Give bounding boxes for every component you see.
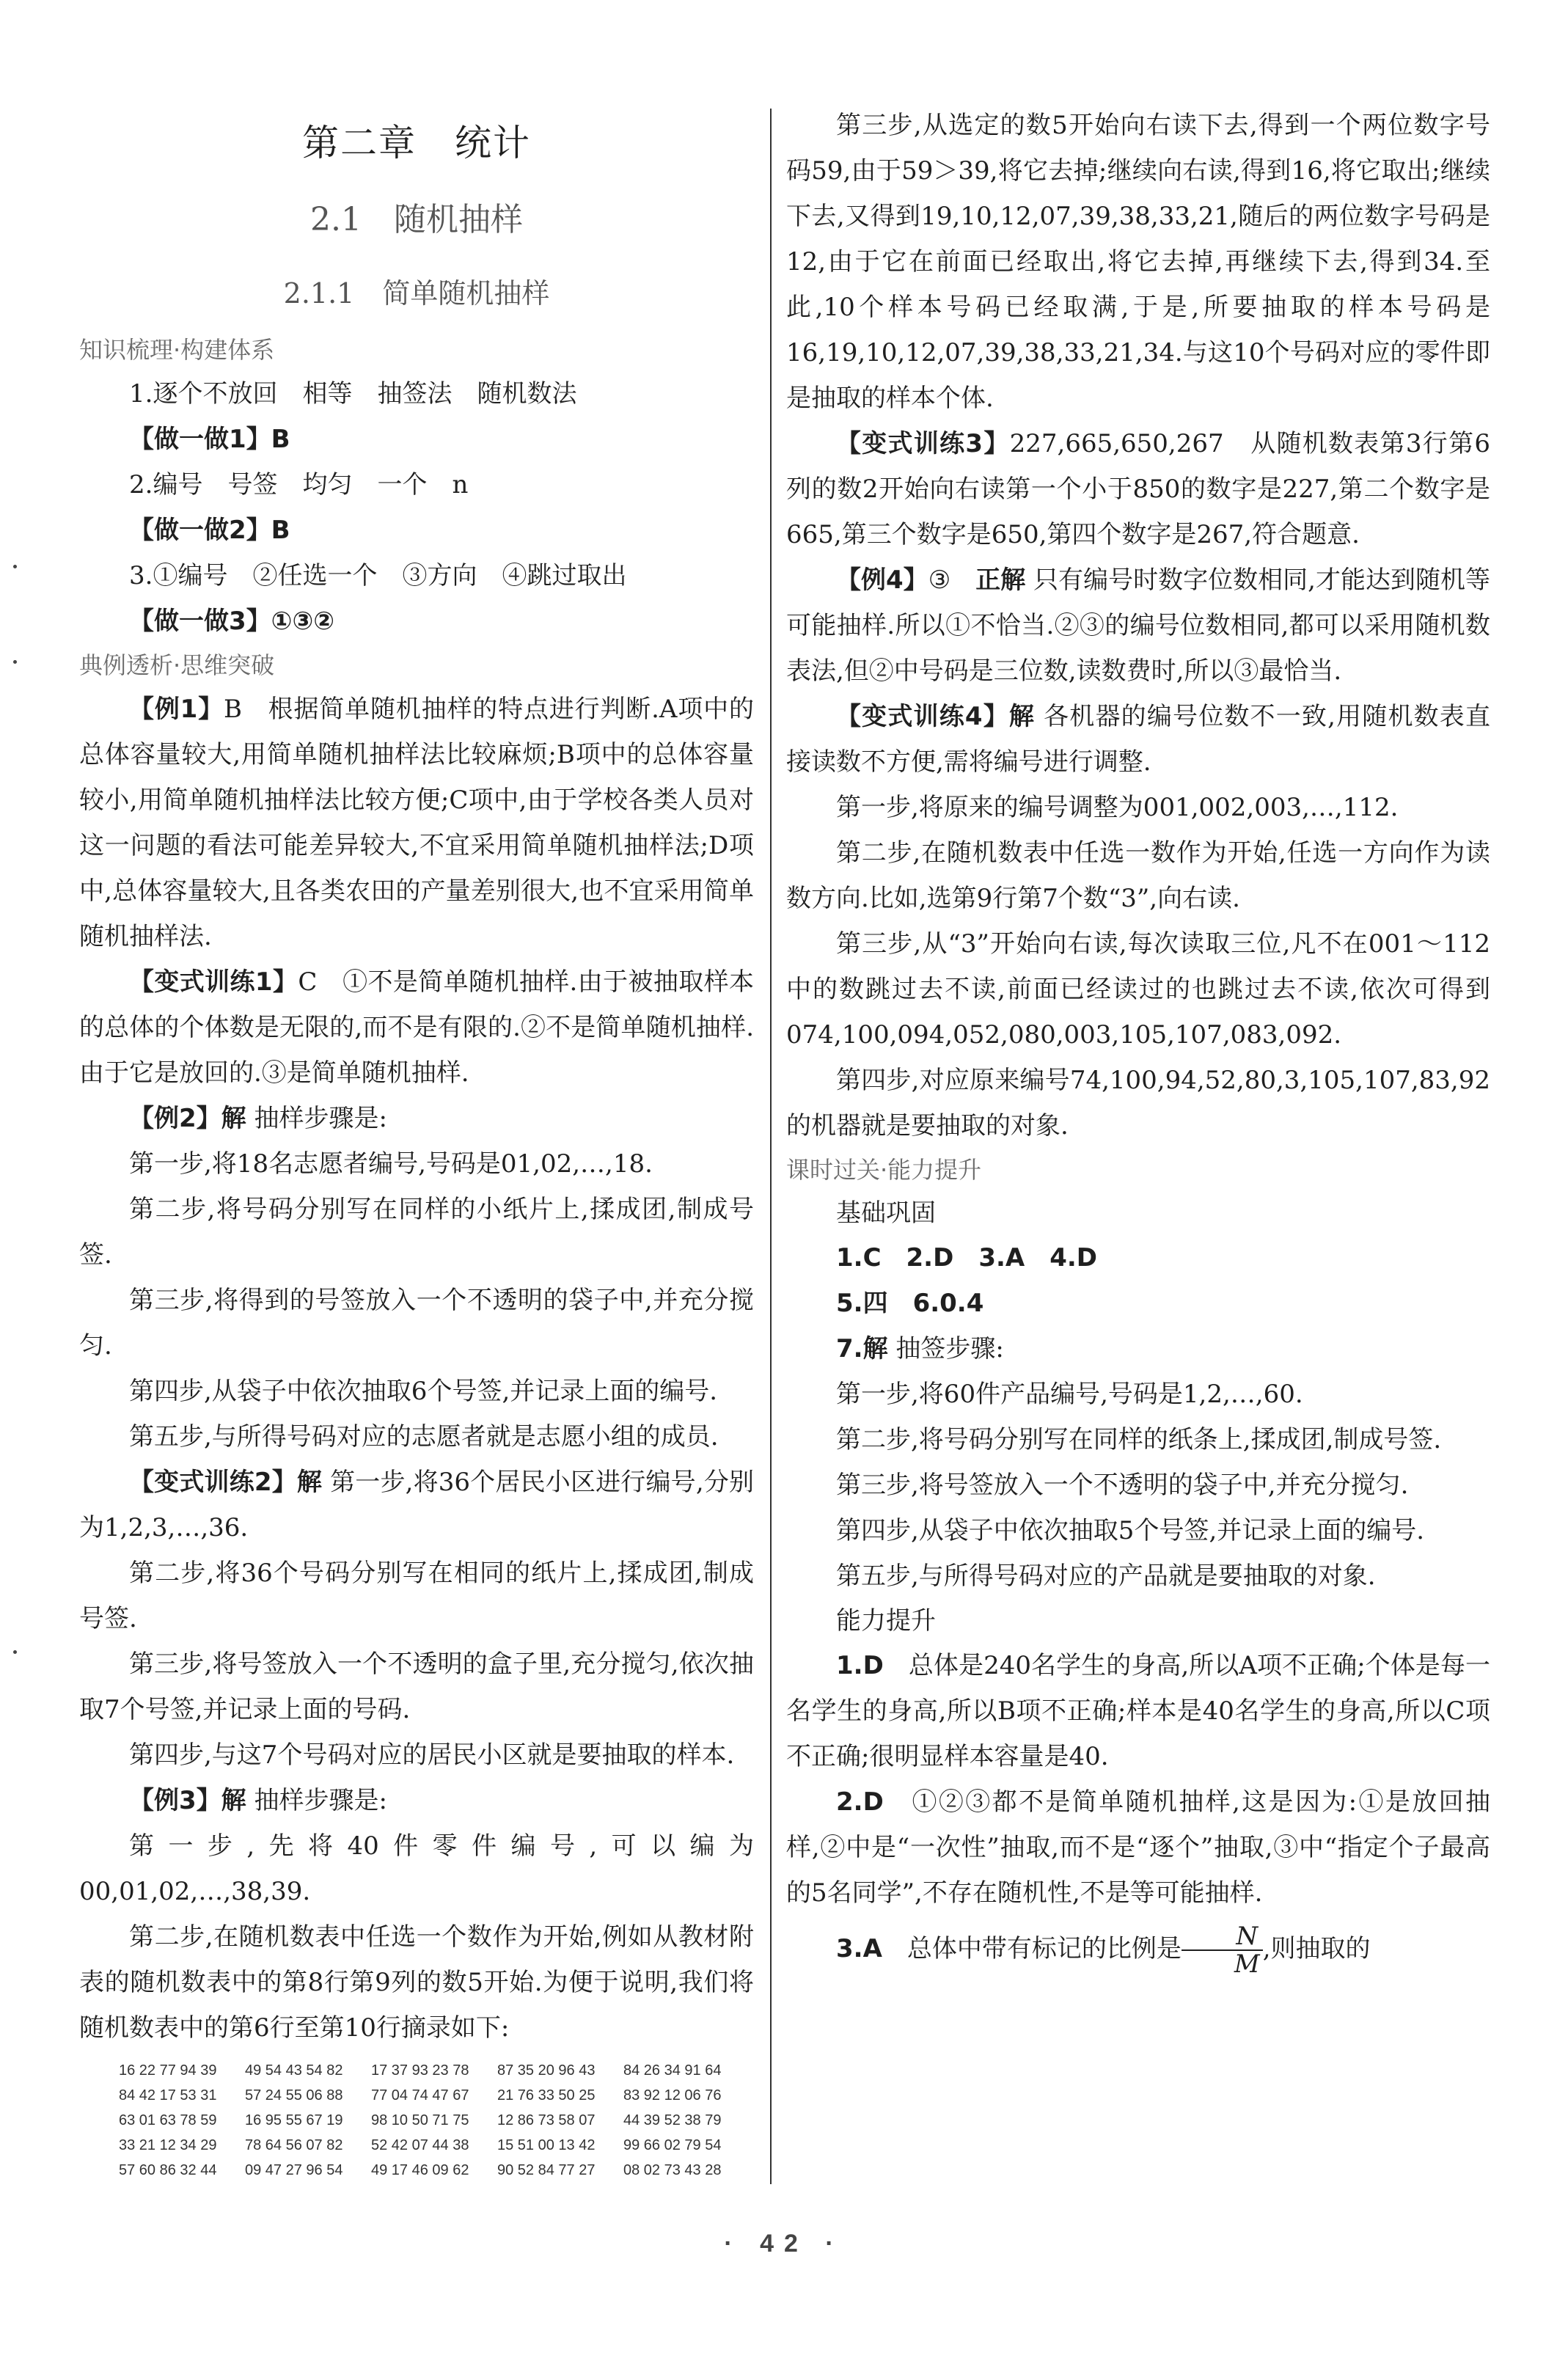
random-table-cell: 49 17 46 09 62 <box>371 2162 469 2178</box>
answer-text: ①②③都不是简单随机抽样,这是因为:①是放回抽样,②中是“一次性”抽取,而不是“逐个”抽取,③中“指定个子最高的5名同学”,不存在随机性,不是等可能抽样. <box>786 1787 1491 1908</box>
category-heading: 知识梳理·构建体系 <box>79 336 275 364</box>
random-table-cell: 09 47 27 96 54 <box>245 2162 343 2178</box>
step: 第四步,从袋子中依次抽取5个号签,并记录上面的编号. <box>836 1516 1425 1545</box>
answers-line: 5.四 6.0.4 <box>836 1289 984 1318</box>
variant-text: 各机器的编号位数不一致,用随机数表直接读数不方便,需将编号进行调整. <box>786 702 1490 777</box>
knowledge-item: 2.编号 号签 均匀 一个 n <box>129 470 469 499</box>
random-table-cell: 78 64 56 07 82 <box>245 2137 343 2153</box>
example-text: 抽样步骤是: <box>254 1104 387 1133</box>
chapter-title: 第二章 统计 <box>302 122 531 164</box>
try-it-answer: 【做一做3】①③② <box>129 607 335 636</box>
answer-label: 2.D <box>836 1787 884 1817</box>
step: 第二步,将36个号码分别写在相同的纸片上,揉成团,制成号签. <box>79 1559 754 1633</box>
fraction <box>1182 1923 1263 1977</box>
step: 第二步,在随机数表中任选一数作为开始,任选一方向作为读数方向.比如,选第9行第7个数“3”,向右读. <box>786 838 1490 913</box>
step: 第三步,从选定的数5开始向右读下去,得到一个两位数字号码59,由于59＞39,将它去掉;继续向右读,得到16,将它取出;继续下去,又得到19,10,12,07,39,38,33,21,随后的两位数字号码是12,由于它在前面已经取出,将它去掉,再继续下去,得到34.至此,10个样本号码已经取满,于是,所要抽取的样本号码是16,19,10,12,07,39,38,33,21,34.与这10个号码对应的零件即是抽取的样本个体. <box>786 111 1490 413</box>
answer-text-tail: ,则抽取的 <box>1262 1934 1371 1963</box>
example-label: 【例3】解 <box>129 1786 246 1815</box>
example-text: B 根据简单随机抽样的特点进行判断.A项中的总体容量较大,用简单随机抽样法比较麻烦;B项中的总体容量较小,用简单随机抽样法比较方便;C项中,由于学校各类人员对这一问题的看法可能差异较大,不宜采用简单随机抽样法;D项中,总体容量较大,且各类农田的产量差别很大,也不宜采用简单随机抽样法. <box>79 695 754 951</box>
random-table-row <box>119 2058 750 2083</box>
scan-dot <box>13 565 17 568</box>
step: 第三步,将号签放入一个不透明的盒子里,充分搅匀,依次抽取7个号签,并记录上面的号码. <box>79 1649 754 1724</box>
random-table-cell: 52 42 07 44 38 <box>371 2137 469 2153</box>
answers-line: 1.C 2.D 3.A 4.D <box>836 1243 1098 1273</box>
subsection-title: 2.1.1 简单随机抽样 <box>283 277 550 310</box>
random-table-row <box>119 2083 750 2108</box>
random-table-row <box>119 2158 750 2183</box>
example-4 <box>786 557 1490 694</box>
example-1 <box>79 686 754 959</box>
random-table-cell: 44 39 52 38 79 <box>623 2112 722 2128</box>
answer-text: 抽签步骤: <box>895 1334 1004 1363</box>
step: 第五步,与所得号码对应的产品就是要抽取的对象. <box>836 1561 1376 1591</box>
example-3 <box>79 1778 754 1823</box>
random-table-row <box>119 2108 750 2133</box>
knowledge-item: 1.逐个不放回 相等 抽签法 随机数法 <box>129 379 577 409</box>
example-text: 只有编号时数字位数相同,才能达到随机等可能抽样.所以①不恰当.②③的编号位数相同,都可以采用随机数表法,但②中号码是三位数,读数费时,所以③最恰当. <box>786 565 1491 686</box>
random-table-cell: 84 42 17 53 31 <box>119 2087 217 2103</box>
category-heading: 课时过关·能力提升 <box>786 1156 982 1184</box>
try-it-answer: 【做一做1】B <box>129 425 290 454</box>
try-it-answer: 【做一做2】B <box>129 516 290 545</box>
step: 第一步,将原来的编号调整为001,002,003,…,112. <box>836 793 1399 822</box>
step: 第三步,从“3”开始向右读,每次读取三位,凡不在001～112中的数跳过去不读,前面已经读过的也跳过去不读,依次可得到074,100,094,052,080,003,105,107,083,092. <box>786 929 1490 1050</box>
step: 第四步,从袋子中依次抽取6个号签,并记录上面的编号. <box>129 1377 718 1406</box>
variant-1 <box>79 959 754 1096</box>
answer-label: 7.解 <box>836 1334 888 1363</box>
answer-label: 1.D <box>836 1651 884 1680</box>
variant-label: 【变式训练2】解 <box>129 1468 323 1497</box>
example-answer: ③ <box>928 565 976 595</box>
correct-solution-label: 正解 <box>975 565 1026 595</box>
random-table-cell: 98 10 50 71 75 <box>371 2112 469 2128</box>
random-table-cell: 49 54 43 54 82 <box>245 2062 343 2079</box>
category-heading: 典例透析·思维突破 <box>79 651 275 679</box>
random-table-cell: 16 22 77 94 39 <box>119 2062 217 2079</box>
variant-label: 【变式训练4】解 <box>836 702 1036 731</box>
random-table-cell: 21 76 33 50 25 <box>497 2087 596 2103</box>
step: 第三步,将号签放入一个不透明的袋子中,并充分搅匀. <box>836 1471 1409 1500</box>
subheading: 基础巩固 <box>836 1198 936 1228</box>
step: 第二步,将号码分别写在同样的纸条上,揉成团,制成号签. <box>836 1425 1442 1454</box>
variant-text: 第一步,将36个居民小区进行编号,分别为1,2,3,…,36. <box>79 1468 754 1542</box>
subheading: 能力提升 <box>836 1606 936 1636</box>
random-table-cell: 17 37 93 23 78 <box>371 2062 469 2079</box>
step: 第一步,将60件产品编号,号码是1,2,…,60. <box>836 1380 1303 1409</box>
step: 第五步,与所得号码对应的志愿者就是志愿小组的成员. <box>129 1422 719 1451</box>
random-table-cell: 84 26 34 91 64 <box>623 2062 722 2079</box>
scan-dot <box>13 1650 17 1654</box>
random-table-cell: 57 60 86 32 44 <box>119 2162 217 2178</box>
left-column <box>79 103 754 2183</box>
answer-label: 3.A <box>836 1934 882 1963</box>
random-table-cell: 08 02 73 43 28 <box>623 2162 722 2178</box>
variant-2 <box>79 1460 754 1550</box>
random-table-row <box>119 2133 750 2158</box>
variant-3 <box>786 421 1490 557</box>
random-number-table <box>119 2058 750 2183</box>
random-table-cell: 99 66 02 79 54 <box>623 2137 722 2153</box>
random-table-cell: 16 95 55 67 19 <box>245 2112 343 2128</box>
knowledge-item: 3.①编号 ②任选一个 ③方向 ④跳过取出 <box>129 561 627 590</box>
example-2 <box>79 1096 754 1141</box>
answer-b1 <box>786 1643 1490 1779</box>
scan-dot <box>13 660 17 664</box>
page-number: · 42 · <box>724 2230 844 2258</box>
random-table-cell: 90 52 84 77 27 <box>497 2162 596 2178</box>
step: 第二步,在随机数表中任选一个数作为开始,例如从教材附表的随机数表中的第8行第9列的数5开始.为便于说明,我们将随机数表中的第6行至第10行摘录如下: <box>79 1922 754 2043</box>
random-table-cell: 77 04 74 47 67 <box>371 2087 469 2103</box>
step: 第一步,先将40件零件编号,可以编为00,01,02,…,38,39. <box>79 1831 754 1906</box>
random-table-cell: 83 92 12 06 76 <box>623 2087 722 2103</box>
variant-text: C ①不是简单随机抽样.由于被抽取样本的总体的个体数是无限的,而不是有限的.②不是简单随机抽样.由于它是放回的.③是简单随机抽样. <box>79 967 754 1088</box>
section-title: 2.1 随机抽样 <box>310 201 523 238</box>
random-table-cell: 33 21 12 34 29 <box>119 2137 217 2153</box>
example-label: 【例1】 <box>129 695 224 724</box>
answer-b2 <box>786 1779 1490 1916</box>
column-divider <box>770 109 772 2184</box>
answer-text: 总体是240名学生的身高,所以A项不正确;个体是每一名学生的身高,所以B项不正确;样本是40名学生的身高,所以C项不正确;很明显样本容量是40. <box>786 1651 1490 1771</box>
answer-text: 总体中带有标记的比例是 <box>906 1934 1182 1963</box>
step: 第二步,将号码分别写在同样的小纸片上,揉成团,制成号签. <box>79 1195 754 1270</box>
answer-7 <box>786 1326 1490 1372</box>
step: 第四步,对应原来编号74,100,94,52,80,3,105,107,83,92的机器就是要抽取的对象. <box>786 1066 1490 1140</box>
variant-label: 【变式训练3】 <box>836 429 1010 458</box>
fraction-denominator: M <box>1234 1949 1260 1979</box>
random-table-cell: 57 24 55 06 88 <box>245 2087 343 2103</box>
variant-text: 227,665,650,267 从随机数表第3行第6列的数2开始向右读第一个小于850的数字是227,第二个数字是665,第三个数字是650,第四个数字是267,符合题意. <box>786 429 1490 549</box>
variant-label: 【变式训练1】 <box>129 967 298 997</box>
example-text: 抽样步骤是: <box>254 1786 387 1815</box>
variant-4 <box>786 694 1490 785</box>
step: 第一步,将18名志愿者编号,号码是01,02,…,18. <box>129 1149 653 1179</box>
random-table-cell: 87 35 20 96 43 <box>497 2062 596 2079</box>
step: 第三步,将得到的号签放入一个不透明的袋子中,并充分搅匀. <box>79 1286 754 1361</box>
fraction-numerator: N <box>1182 1923 1263 1951</box>
random-table-cell: 12 86 73 58 07 <box>497 2112 596 2128</box>
random-table-cell: 15 51 00 13 42 <box>497 2137 596 2153</box>
random-table-cell: 63 01 63 78 59 <box>119 2112 217 2128</box>
example-label: 【例4】 <box>836 565 928 595</box>
example-label: 【例2】解 <box>129 1104 246 1133</box>
answer-b3 <box>786 1916 1490 1982</box>
step: 第四步,与这7个号码对应的居民小区就是要抽取的样本. <box>129 1740 735 1770</box>
right-column <box>786 103 1490 1982</box>
